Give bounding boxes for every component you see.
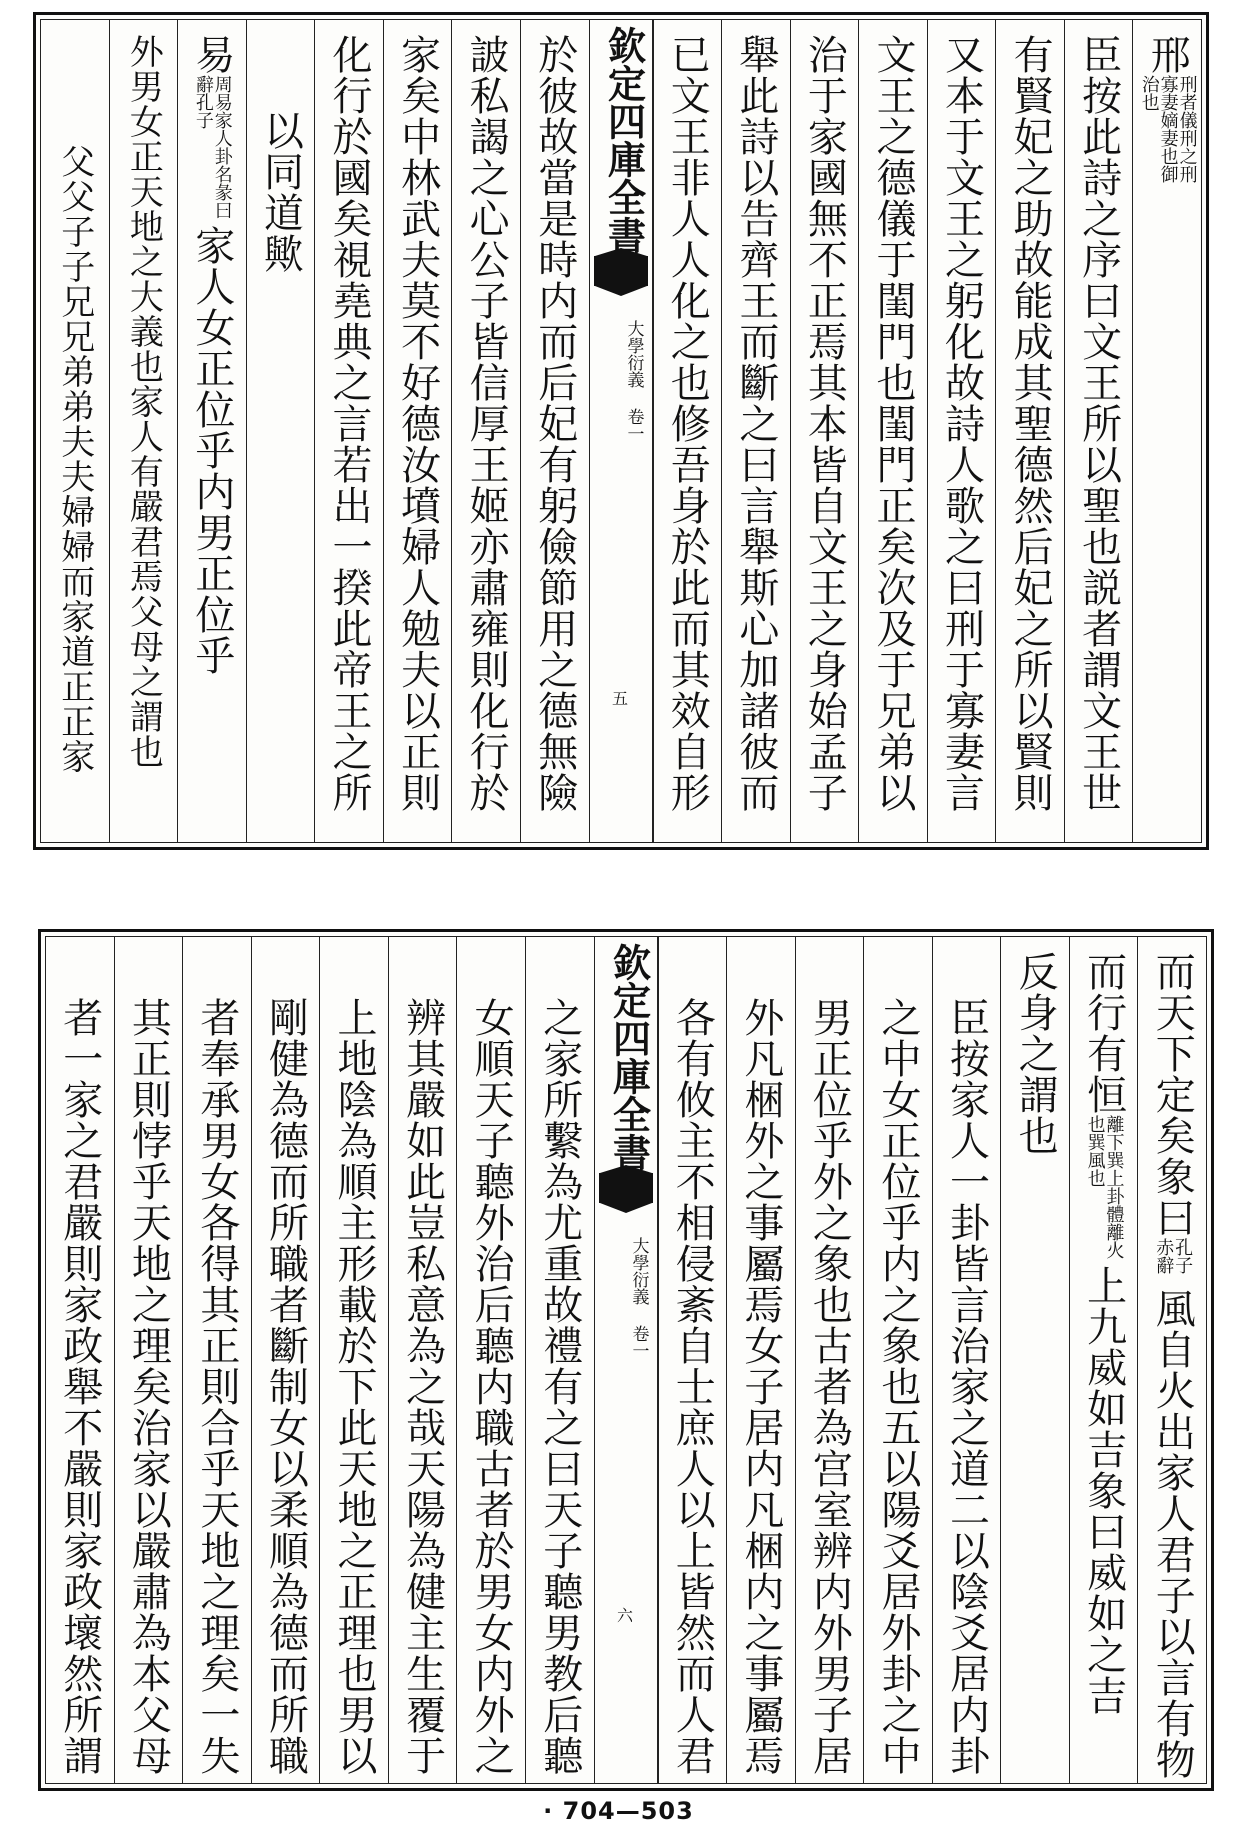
column-text: 女順天子聽外治后聽内職古者於男女内外之: [468, 997, 515, 1776]
column-text: 詖私謁之心公子皆信厚王姬亦肅雍則化行於: [463, 34, 510, 813]
column-text: 治于家國無不正焉其本皆自文王之身始孟子: [801, 34, 848, 813]
text-column: [932, 937, 1001, 1783]
book-title: 大學衍義 卷一: [628, 1237, 649, 1359]
fishtail-mark: [594, 256, 648, 286]
text-column: [251, 937, 320, 1783]
column-text: 易: [188, 34, 235, 75]
text-column: [451, 20, 520, 842]
text-column: [1132, 20, 1201, 842]
folio-number: 六: [614, 1607, 634, 1623]
text-column: [182, 937, 251, 1783]
text-column: [41, 20, 109, 842]
page-number: · 704—503: [543, 1797, 694, 1825]
column-text: 風自火出家人君子以言有物: [1149, 1288, 1196, 1780]
column-text: 又本于文王之躬化故詩人歌之曰刑于寡妻言: [938, 34, 985, 813]
text-column: [1069, 937, 1138, 1783]
column-text: 外男女正天地之大義也家人有嚴君焉父母之謂也: [123, 34, 164, 769]
text-column: [1064, 20, 1133, 842]
column-text: 反身之謂也: [1012, 951, 1059, 1156]
fishtail-mark: [599, 1173, 653, 1203]
column-text: 化行於國矣視堯典之言若出一揆此帝王之所: [326, 34, 373, 813]
text-column: [658, 937, 727, 1783]
center-fold: [594, 937, 658, 1783]
text-column: [795, 937, 864, 1783]
column-text: 者一家之君嚴則家政舉不嚴則家政壞然所謂: [56, 997, 103, 1776]
column-text: 男正位乎外之象也古者為宫室辨内外男子居: [806, 997, 853, 1776]
interlinear-note: 刑者儀刑之刑寡妻嫡妻也御治也: [1138, 75, 1198, 183]
text-column: [726, 937, 795, 1783]
bottom-page-columns: [46, 937, 1206, 1783]
text-column: [246, 20, 315, 842]
text-column: [858, 20, 927, 842]
text-column: [388, 937, 457, 1783]
column-text: 臣按家人一卦皆言治家之道二以陰爻居内卦: [943, 997, 990, 1776]
column-text: 邢: [1144, 34, 1191, 75]
center-fold: [589, 20, 653, 842]
top-page-columns: [41, 20, 1201, 842]
text-column: [863, 937, 932, 1783]
text-column: [319, 937, 388, 1783]
column-text: 之家所繫為尤重故禮有之曰天子聽男教后聽: [536, 997, 583, 1776]
text-column: [790, 20, 859, 842]
collection-title: 欽定四庫全書: [606, 943, 651, 1171]
column-text: 舉此詩以告齊王而斷之曰言舉斯心加諸彼而: [732, 34, 779, 813]
folio-number: 五: [609, 690, 629, 706]
column-text: 上九威如吉象曰威如之吉: [1080, 1265, 1127, 1716]
column-text: 上地陰為順主形載於下此天地之正理也男以: [331, 997, 378, 1776]
column-text: 外凡梱外之事屬焉女子居内凡梱内之事屬焉: [737, 997, 784, 1776]
text-column: [46, 937, 114, 1783]
text-column: [995, 20, 1064, 842]
column-text: 各有攸主不相侵紊自士庶人以上皆然而人君: [669, 997, 716, 1776]
column-text: 文王之德儀于閨門也閨門正矣次及于兄弟以: [869, 34, 916, 813]
text-column: [114, 937, 183, 1783]
text-column: [721, 20, 790, 842]
text-column: [314, 20, 383, 842]
column-text: 以同道歟: [257, 110, 304, 274]
column-text: 已文王非人人化之也修吾身於此而其效自形: [664, 34, 711, 813]
interlinear-note: 周易家人卦名彖曰辭孔子: [192, 75, 233, 219]
column-text: 者奉承男女各得其正則合乎天地之理矣一失: [193, 997, 240, 1776]
text-column: [927, 20, 996, 842]
column-text: 臣按此詩之序曰文王所以聖也説者謂文王世: [1075, 34, 1122, 813]
text-column: [383, 20, 452, 842]
column-text: 剛健為德而所職者斷制女以柔順為德而所職: [262, 997, 309, 1776]
text-column: [1000, 937, 1069, 1783]
column-text: 父父子子兄兄弟弟夫夫婦婦而家道正正家: [54, 144, 95, 774]
text-column: [456, 937, 525, 1783]
text-column: [109, 20, 178, 842]
text-column: [177, 20, 246, 842]
text-column: [520, 20, 589, 842]
collection-title: 欽定四庫全書: [601, 26, 646, 254]
bottom-page: [38, 929, 1214, 1791]
interlinear-note: 孔子赤辭: [1153, 1238, 1194, 1274]
column-text: 而行有恒: [1080, 951, 1127, 1115]
column-text: 其正則悖乎天地之理矣治家以嚴肅為本父母: [125, 997, 172, 1776]
column-text: 於彼故當是時内而后妃有躬儉節用之德無險: [531, 34, 578, 813]
column-text: 家人女正位乎内男正位乎: [188, 225, 235, 676]
text-column: [1137, 937, 1206, 1783]
interlinear-note: 離下巽上卦體離火也巽風也: [1084, 1115, 1125, 1259]
column-text: 而天下定矣象曰: [1149, 951, 1196, 1238]
text-column: [525, 937, 594, 1783]
column-text: 辨其嚴如此豈私意為之哉天陽為健主生覆于: [399, 997, 446, 1776]
text-column: [653, 20, 722, 842]
column-text: 之中女正位乎内之象也五以陽爻居外卦之中: [874, 997, 921, 1776]
column-text: 有賢妃之助故能成其聖德然后妃之所以賢則: [1007, 34, 1054, 813]
book-title: 大學衍義 卷一: [623, 320, 644, 442]
top-page: [33, 12, 1209, 850]
column-text: 家矣中林武夫莫不好德汝墳婦人勉夫以正則: [394, 34, 441, 813]
